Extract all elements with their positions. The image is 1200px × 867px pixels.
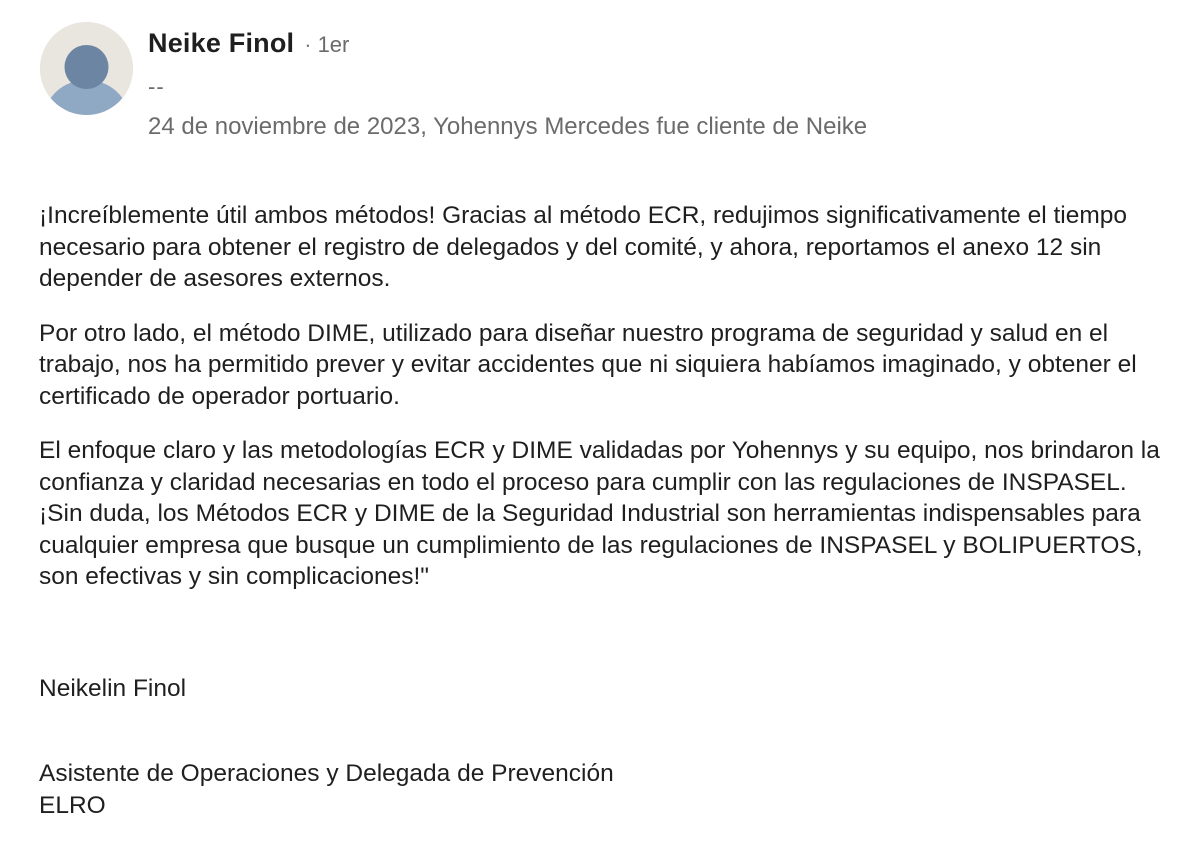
recommendation-body — [39, 200, 1169, 616]
author-line — [148, 28, 349, 59]
author-headline: -- — [148, 74, 165, 99]
body-paragraph: ¡Increíblemente útil ambos métodos! Gracias al método ECR, redujimos significativamente el tiempo necesario para obtener el registro de delegados y del comité, y ahora, reportamos el anexo 12 sin depender de asesores externos. — [39, 202, 1128, 292]
author-avatar[interactable] — [40, 22, 133, 115]
body-paragraph: El enfoque claro y las metodologías ECR y DIME validadas por Yohennys y su equipo, nos brindaron la confianza y claridad necesarias en todo el proceso para cumplir con las regulaciones de INSPASEL. ¡Sin duda, los Métodos ECR y DIME de la Seguridad Industrial son herramientas indispensables para cualquier empresa que busque un cumplimiento de las regulaciones de INSPASEL y BOLIPUERTOS, son efectivas y sin complicaciones!" — [39, 437, 1160, 590]
body-paragraph: Por otro lado, el método DIME, utilizado para diseñar nuestro programa de seguridad y salud en el trabajo, nos ha permitido prever y evitar accidentes que ni siquiera habíamos imaginado, y obtener el certificado de operador portuario. — [39, 319, 1137, 410]
connection-degree: 1er — [317, 32, 350, 57]
signature-company: ELRO — [39, 791, 106, 819]
default-person-avatar-icon — [40, 22, 133, 115]
author-name[interactable]: Neike Finol — [148, 28, 295, 58]
recommendation-meta: 24 de noviembre de 2023, Yohennys Mercedes fue cliente de Neike — [148, 113, 868, 140]
signature-block — [39, 758, 614, 821]
signature-role: Asistente de Operaciones y Delegada de Prevención — [39, 760, 614, 787]
signature-name: Neikelin Finol — [39, 675, 187, 702]
separator-dot: · — [304, 32, 312, 57]
